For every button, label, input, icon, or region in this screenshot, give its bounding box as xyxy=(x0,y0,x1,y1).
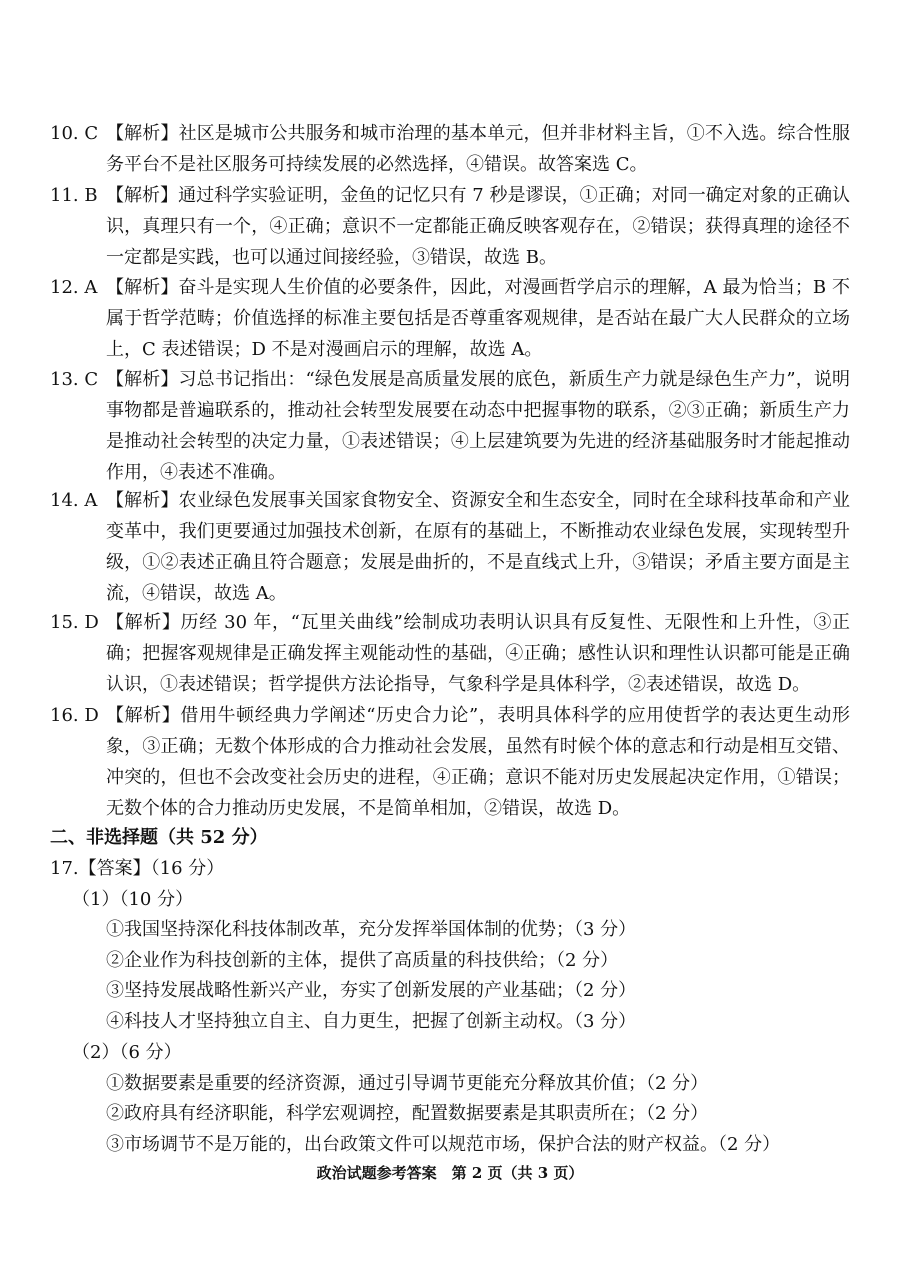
question-number: 11. B xyxy=(50,185,98,206)
answer-item-16 xyxy=(50,700,850,824)
answer-item-12 xyxy=(50,272,850,365)
answer-explanation: 【解析】奋斗是实现人生价值的必要条件，因此，对漫画哲学启示的理解，A 最为恰当；B 不属于哲学范畴；价值选择的标准主要包括是否尊重客观规律，是否站在最广大人民群众的立场上，C 表述错误；D 不是对漫画启示的理解，故选 A。 xyxy=(106,277,850,360)
q17-part2-point: ①数据要素是重要的经济资源，通过引导调节更能充分释放其价值；（2 分） xyxy=(106,1073,709,1094)
answer-explanation: 【解析】社区是城市公共服务和城市治理的基本单元，但并非材料主旨，①不入选。综合性服务平台不是社区服务可持续发展的必然选择，④错误。故答案选 C。 xyxy=(106,123,850,175)
page-footer: 政治试题参考答案 第 2 页（共 3 页） xyxy=(316,1164,584,1182)
answer-explanation: 【解析】通过科学实验证明，金鱼的记忆只有 7 秒是谬误，①正确；对同一确定对象的正确认识，真理只有一个，④正确；意识不一定都能正确反映客观存在，②错误；获得真理的途径不一定都是实践，也可以通过间接经验，③错误，故选 B。 xyxy=(106,185,850,268)
q17-part1-point: ①我国坚持深化科技体制改革，充分发挥举国体制的优势；（3 分） xyxy=(106,919,637,940)
answer-explanation: 【解析】农业绿色发展事关国家食物安全、资源安全和生态安全，同时在全球科技革命和产业变革中，我们更要通过加强技术创新，在原有的基础上，不断推动农业绿色发展，实现转型升级，①②表述正确且符合题意；发展是曲折的，不是直线式上升，③错误；矛盾主要方面是主流，④错误，故选 A。 xyxy=(106,490,850,604)
answer-item-10 xyxy=(50,118,850,180)
question-number: 16. D xyxy=(50,705,99,726)
q17-part2-label: （2）（6 分） xyxy=(72,1042,182,1063)
answer-item-13 xyxy=(50,364,850,488)
answer-explanation: 【解析】借用牛顿经典力学阐述“历史合力论”，表明具体科学的应用使哲学的表达更生动形象，③正确；无数个体形成的合力推动社会发展，虽然有时候个体的意志和行动是相互交错、冲突的，但也不会改变社会历史的进程，④正确；意识不能对历史发展起决定作用，①错误；无数个体的合力推动历史发展，不是简单相加，②错误，故选 D。 xyxy=(106,705,850,819)
answer-explanation: 【解析】习总书记指出：“绿色发展是高质量发展的底色，新质生产力就是绿色生产力”，说明事物都是普遍联系的，推动社会转型发展要在动态中把握事物的联系，②③正确；新质生产力是推动社会转型的决定力量，①表述错误；④上层建筑要为先进的经济基础服务时才能起推动作用，④表述不准确。 xyxy=(106,369,850,483)
question-number: 14. A xyxy=(50,490,98,511)
q17-part2-point: ③市场调节不是万能的，出台政策文件可以规范市场，保护合法的财产权益。（2 分） xyxy=(106,1134,781,1155)
question-number: 15. D xyxy=(50,612,99,633)
q17-part1-point: ②企业作为科技创新的主体，提供了高质量的科技供给；（2 分） xyxy=(106,950,619,971)
q17-part1-label: （1）（10 分） xyxy=(72,889,194,910)
question-number: 13. C xyxy=(50,369,99,390)
q17-part1-point: ④科技人才坚持独立自主、自力更生，把握了创新主动权。（3 分） xyxy=(106,1011,637,1032)
answer-item-14 xyxy=(50,485,850,609)
section-title: 二、非选择题（共 52 分） xyxy=(50,827,268,848)
q17-part1-point: ③坚持发展战略性新兴产业，夯实了创新发展的产业基础；（2 分） xyxy=(106,980,637,1001)
answer-explanation: 【解析】历经 30 年，“瓦里关曲线”绘制成功表明认识具有反复性、无限性和上升性，③正确；把握客观规律是正确发挥主观能动性的基础，④正确；感性认识和理性认识都可能是正确认识，①表述错误；哲学提供方法论指导，气象科学是具体科学，②表述错误，故选 D。 xyxy=(106,612,850,695)
q17-header: 17.【答案】（16 分） xyxy=(50,858,225,879)
question-number: 12. A xyxy=(50,277,98,298)
question-number: 10. C xyxy=(50,123,99,144)
answer-item-11 xyxy=(50,180,850,273)
answer-item-15 xyxy=(50,607,850,700)
q17-part2-point: ②政府具有经济职能，科学宏观调控，配置数据要素是其职责所在；（2 分） xyxy=(106,1103,709,1124)
